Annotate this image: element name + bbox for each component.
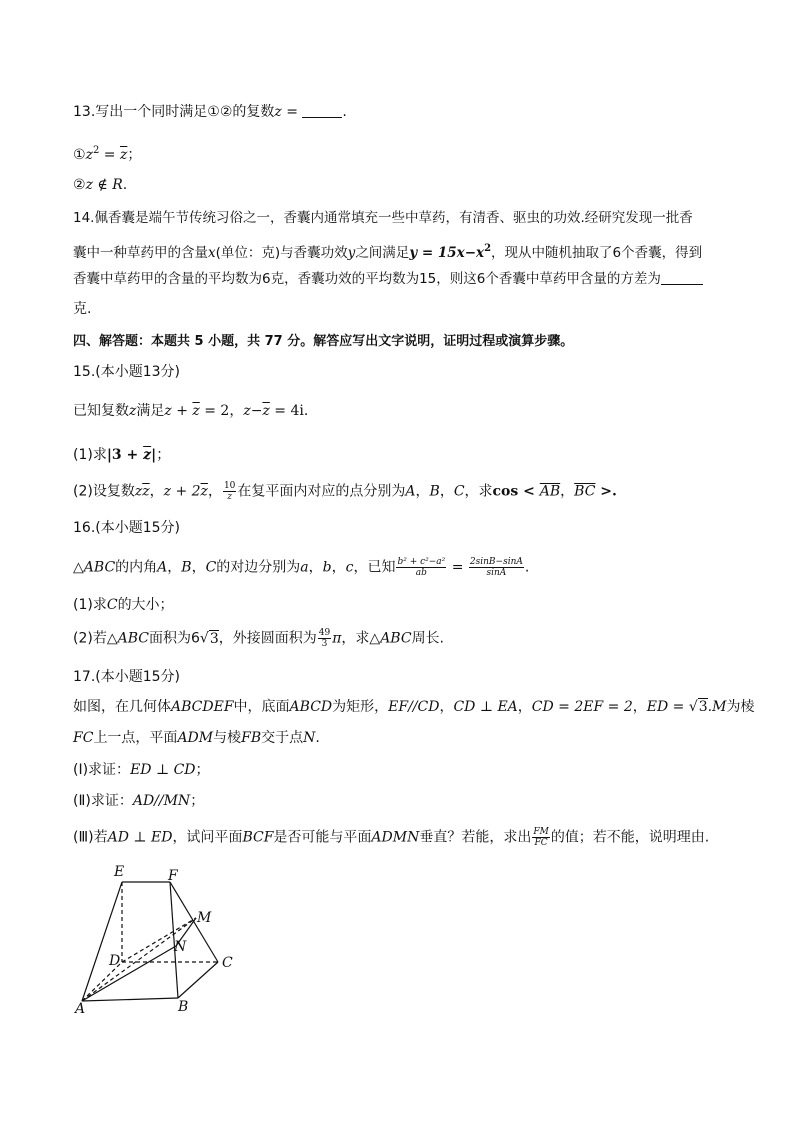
edge-DM: [122, 918, 196, 962]
label-N: N: [174, 939, 187, 955]
label-M: M: [197, 910, 212, 926]
edge-AN: [82, 946, 176, 1001]
edge-NM: [176, 918, 196, 946]
label-B: B: [178, 999, 189, 1015]
fraction-fm-over-fc: $\frac{FM}{FC}$: [533, 827, 549, 848]
q15-part-2: (2)设复数$z\overline{z}$，$z + 2\overline{z}$， $\frac{10}{z}$ 在复平面内对应的点分别为A，B，C，求$\cos < \overline{AB}$，$\overline{BC}$ >.: [73, 481, 617, 502]
q17-line-1: 如图，在几何体ABCDEF中，底面ABCD为矩形，EF//CD，CD ⊥ EA，CD = 2EF = 2，ED = √3.M为棱: [73, 699, 755, 715]
q17-head: 17.(本小题15分): [73, 669, 181, 685]
answer-blank[interactable]: [302, 103, 342, 118]
q14-line-1: 14.佩香囊是端午节传统习俗之一，香囊内通常填充一些中草药，有清香、驱虫的功效.经研究发现一批香: [73, 210, 693, 226]
q16-line-1: △ABC的内角A，B，C的对边分别为a，b，c，已知 $\frac{\text{b² + c²−a²}}{ab}$ = $\frac{2\sin B-\sin A}{\sin A}$ .: [73, 557, 530, 578]
q16-head: 16.(本小题15分): [73, 520, 181, 536]
edge-FB: [170, 882, 178, 998]
edge-BC: [178, 962, 218, 998]
q17-part-3: (Ⅲ)若AD ⊥ ED，试问平面BCF是否可能与平面ADMN垂直？若能，求出 $\frac{FM}{FC}$ 的值；若不能，说明理由.: [73, 827, 710, 848]
q16-part-1: (1)求C的大小；: [73, 597, 174, 613]
q14-line-2: 囊中一种草药甲的含量x(单位：克)与香囊功效y之间满足$y = 15x-x^2$，现从中随机抽取了6个香囊，得到: [73, 243, 703, 261]
q16-part-2: (2)若△ABC面积为6√3，外接圆面积为 $\frac{49}{3}$ π，求△ABC周长.: [73, 628, 445, 649]
q13-condition-2: ②z ∉ R.: [73, 177, 128, 193]
q15-line-1: 已知复数z满足$z + \overline{z} = 2$，$z-\overline{z} = 4i$.: [73, 403, 309, 419]
fraction-49-over-3: $\frac{49}{3}$: [318, 628, 331, 649]
label-C: C: [222, 955, 233, 971]
q15-head: 15.(本小题13分): [73, 364, 181, 380]
fraction-10-over-z: $\frac{10}{z}$: [223, 481, 236, 502]
section-title: 四、解答题：本题共 5 小题，共 77 分。解答应写出文字说明，证明过程或演算步骤。: [73, 334, 574, 349]
label-F: F: [168, 868, 178, 884]
label-E: E: [114, 864, 125, 880]
edge-FC: [170, 882, 218, 962]
q17-part-1: (Ⅰ)求证：ED ⊥ CD；: [73, 762, 210, 778]
q14-line-3: 香囊中草药甲的含量的平均数为6克，香囊功效的平均数为15，则这6个香囊中草药甲含量的方差为: [73, 269, 703, 289]
q17-line-2: FC上一点，平面ADM与棱FB交于点N.: [73, 730, 320, 746]
edge-AB: [82, 998, 178, 1001]
q15-part-1: (1)求$|3 + \overline{z}|$；: [73, 447, 171, 463]
fraction-sine-ratio: $\frac{2\sin B-\sin A}{\sin A}$: [469, 557, 523, 578]
q14-line-4: 克.: [73, 301, 92, 317]
edge-AD: [82, 962, 122, 1001]
label-A: A: [75, 1001, 86, 1017]
edge-AM: [82, 918, 196, 1001]
q13-condition-1: $①z^2 = \overline{z}$；: [73, 145, 142, 163]
q13-line: 13.写出一个同时满足①②的复数z = .: [73, 104, 347, 120]
edge-EA: [82, 882, 122, 1001]
q17-part-2: (Ⅱ)求证：AD//MN；: [73, 793, 205, 809]
answer-blank[interactable]: [661, 270, 703, 285]
fraction-cosine-law: $\frac{\text{b² + c²−a²}}{ab}$: [397, 557, 446, 578]
label-D: D: [109, 953, 121, 969]
